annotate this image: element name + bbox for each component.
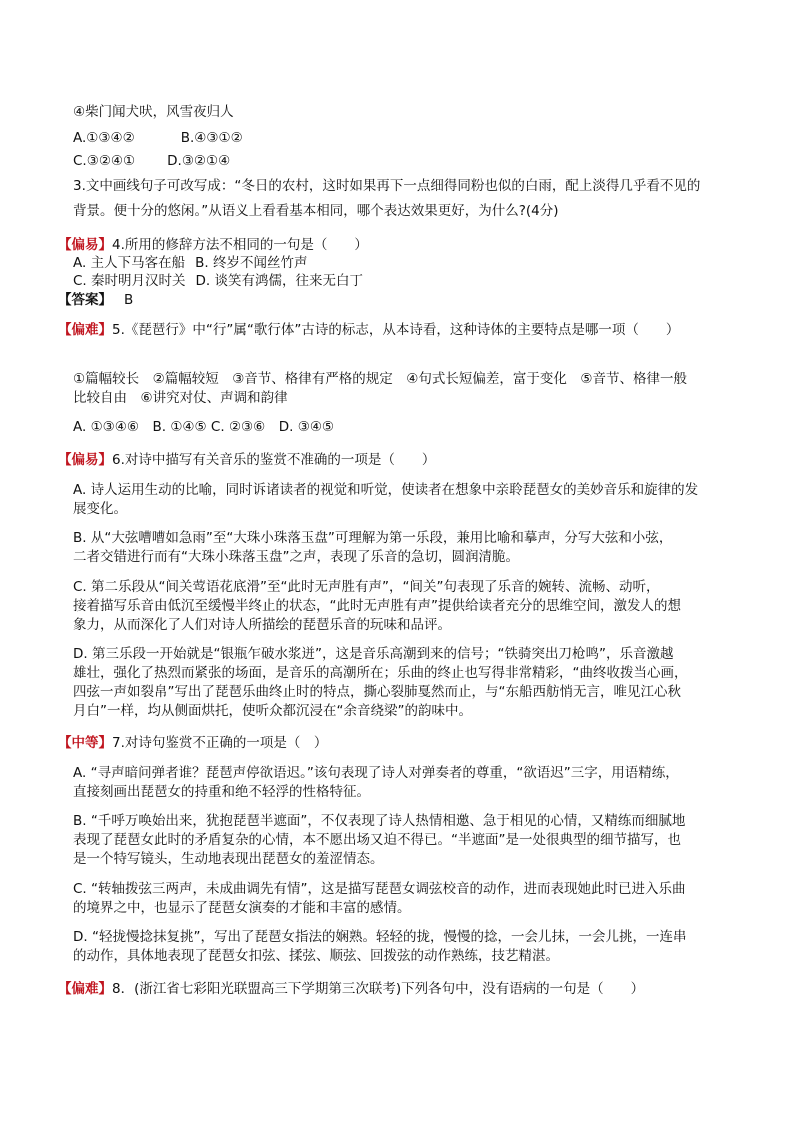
q4-option-a: A. 主人下马客在船: [73, 255, 186, 271]
q7-option-b-line1: B. “千呼万唤始出来，犹抱琵琶半遮面”，不仅表现了诗人热情相邀、急于相见的心情，又精练而细腻地: [73, 813, 686, 829]
q5-stem: [58, 321, 708, 339]
q4-option-b: B. 终岁不闻丝竹声: [195, 255, 308, 271]
q7-option-c-line2: 的境界之中，也显示了琵琶女演奏的才能和丰富的感情。: [73, 900, 411, 916]
q7-option-b-line3: 是一个特写镜头，生动地表现出琵琶女的羞涩情态。: [73, 851, 384, 867]
q6-option-c-line3: 象力，从而深化了人们对诗人所描绘的琵琶乐音的玩味和品评。: [73, 617, 451, 633]
q6-stem: [58, 451, 708, 469]
q6-option-d-line4: 月白”一样，均从侧面烘托，使听众都沉浸在“余音绕梁”的韵味中。: [73, 703, 472, 719]
q5-items-line2: 比较自由 ⑥讲究对仗、声调和韵律: [73, 390, 288, 406]
q4-answer: [58, 291, 708, 309]
answer-label: 【答案】: [58, 292, 112, 308]
q2-option-a: A.①③④②: [73, 130, 135, 146]
q2-options-row1: [73, 129, 723, 147]
q7-option-a-line2: 直接刻画出琵琶女的持重和绝不轻浮的性格特征。: [73, 784, 370, 800]
q2-option-d: D.③②①④: [167, 153, 231, 169]
q7-option-c-line1: C. “转轴拨弦三两声，未成曲调先有情”，这是描写琵琶女调弦校音的动作，进而表现她此时已进入乐曲: [73, 881, 686, 897]
q4-option-d: D. 谈笑有鸿儒，往来无白丁: [195, 273, 363, 289]
q2-options-row2: [73, 152, 723, 170]
difficulty-tag: 【中等】: [58, 735, 112, 751]
q6-option-c-line2: 接着描写乐音由低沉至缓慢半终止的状态，“此时无声胜有声”提供给读者充分的思维空间，激发人的想: [73, 598, 681, 614]
q7-option-d-line2: 的动作，具体地表现了琵琶女扣弦、揉弦、顺弦、回拨弦的动作熟练，技艺精湛。: [73, 948, 559, 964]
q7-option-d-line1: D. “轻拢慢捻抹复挑”，写出了琵琶女指法的娴熟。轻轻的拢，慢慢的捻，一会儿抹，一会儿挑，一连串: [73, 929, 687, 945]
q2-line4: ④柴门闻犬吠，风雪夜归人: [73, 104, 234, 120]
q2-option-b: B.④③①②: [180, 130, 243, 146]
q6-option-c-line1: C. 第二乐段从“间关莺语花底滑”至“此时无声胜有声”，“间关”句表现了乐音的婉转、流畅、动听，: [73, 579, 660, 595]
q6-option-a-line1: A. 诗人运用生动的比喻，同时诉诸读者的视觉和听觉，使读者在想象中亲聆琵琶女的美妙音乐和旋律的发: [73, 482, 699, 498]
q6-stem-text: 6.对诗中描写有关音乐的鉴赏不准确的一项是（ ）: [112, 452, 436, 468]
q8-stem: [58, 980, 708, 998]
q4-stem-text: 4.所用的修辞方法不相同的一句是（ ）: [112, 237, 368, 253]
q6-option-d-line2: 雄壮，强化了热烈而紧张的场面，是音乐的高潮所在；乐曲的终止也写得非常精彩，“曲终收拨当心画，: [73, 665, 688, 681]
q8-stem-text: 8．(浙江省七彩阳光联盟高三下学期第三次联考)下列各句中，没有语病的一句是（ ）: [112, 981, 645, 997]
q4-options-row1: [73, 254, 723, 272]
difficulty-tag: 【偏难】: [58, 322, 112, 338]
q4-option-c: C. 秦时明月汉时关: [73, 273, 186, 289]
q7-option-a-line1: A. “寻声暗问弹者谁？琵琶声停欲语迟。”该句表现了诗人对弹奏者的尊重，“欲语迟”三字，用语精练，: [73, 765, 679, 781]
q5-options: A. ①③④⑥ B. ①④⑤ C. ②③⑥ D. ③④⑤: [73, 419, 335, 435]
q6-option-b-line1: B. 从“大弦嘈嘈如急雨”至“大珠小珠落玉盘”可理解为第一乐段，兼用比喻和摹声，分写大弦和小弦，: [73, 530, 673, 546]
q2-option-c: C.③②④①: [73, 153, 136, 169]
q4-stem: [58, 236, 708, 254]
q4-options-row2: [73, 272, 723, 290]
q5-items-line1: ①篇幅较长 ②篇幅较短 ③音节、格律有严格的规定 ④句式长短偏差，富于变化 ⑤音节、格律一般: [73, 371, 688, 387]
q6-option-a-line2: 展变化。: [73, 501, 127, 517]
answer-value: B: [124, 292, 134, 308]
q3-line2: 背景。便十分的悠闲。”从语义上看看基本相同，哪个表达效果更好，为什么?(4分): [73, 203, 559, 219]
q6-option-b-line2: 二者交错进行而有“大珠小珠落玉盘”之声，表现了乐音的急切，圆润清脆。: [73, 549, 519, 565]
q7-stem: [58, 734, 708, 752]
difficulty-tag: 【偏难】: [58, 981, 112, 997]
q6-option-d-line1: D. 第三乐段一开始就是“银瓶乍破水浆迸”，这是音乐高潮到来的信号；“铁骑突出刀枪鸣”，乐音激越: [73, 646, 674, 662]
q5-stem-text: 5.《琵琶行》中“行”属“歌行体”古诗的标志，从本诗看，这种诗体的主要特点是哪一项（ ）: [112, 322, 680, 338]
q7-stem-text: 7.对诗句鉴赏不正确的一项是（ ）: [112, 735, 328, 751]
q3-line1: 3.文中画线句子可改写成：“冬日的农村，这时如果再下一点细得同粉也似的白雨，配上淡得几乎看不见的: [73, 178, 701, 194]
difficulty-tag: 【偏易】: [58, 237, 112, 253]
difficulty-tag: 【偏易】: [58, 452, 112, 468]
q6-option-d-line3: 四弦一声如裂帛”写出了琵琶乐曲终止时的特点，撕心裂肺戛然而止，与“东船西舫悄无言，唯见江心秋: [73, 684, 681, 700]
q7-option-b-line2: 表现了琵琶女此时的矛盾复杂的心情，本不愿出场又迫不得已。“半遮面”是一处很典型的细节描写，也: [73, 832, 681, 848]
